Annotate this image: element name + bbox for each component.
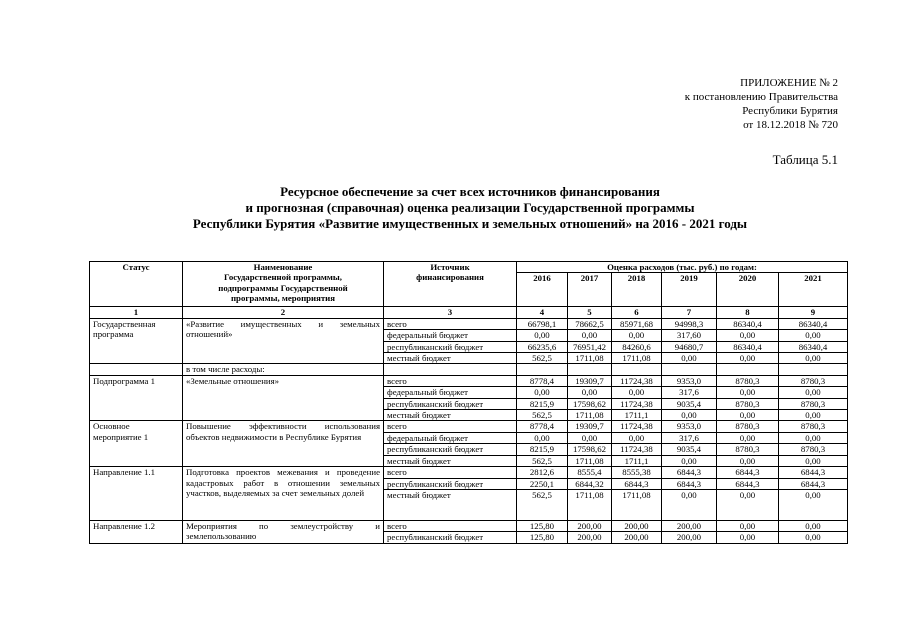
value-cell: 0,00 [717,410,779,421]
appendix-block [538,76,838,132]
appendix-line-3: Республики Бурятия [742,105,838,117]
value-cell: 0,00 [779,432,848,443]
source-cell: федеральный бюджет [384,330,517,341]
status-cell: Направление 1.1 [90,467,183,521]
column-index: 6 [612,307,662,318]
value-cell: 6844,3 [779,467,848,478]
value-cell: 66235,6 [517,341,568,352]
value-cell: 11724,38 [612,398,662,409]
value-cell: 2812,6 [517,467,568,478]
value-cell: 200,00 [662,532,717,543]
column-index: 2 [183,307,384,318]
value-cell: 125,80 [517,520,568,531]
column-index: 8 [717,307,779,318]
source-cell: республиканский бюджет [384,341,517,352]
value-cell: 76951,42 [568,341,612,352]
value-cell: 8780,3 [717,398,779,409]
value-cell: 84260,6 [612,341,662,352]
title-line-2: и прогнозная (справочная) оценка реализации Государственной программы [245,200,695,215]
header-year: 2018 [612,273,662,307]
value-cell: 6844,3 [612,478,662,489]
value-cell: 6844,3 [779,478,848,489]
empty-cell [717,364,779,375]
header-year: 2017 [568,273,612,307]
status-cell: Направление 1.2 [90,520,183,543]
program-name-cell: Мероприятия по землеустройству и землепользованию [183,520,384,543]
value-cell: 1711,08 [568,353,612,364]
value-cell: 9035,4 [662,444,717,455]
value-cell: 562,5 [517,489,568,520]
program-name-cell: «Земельные отношения» [183,375,384,421]
value-cell: 562,5 [517,410,568,421]
status-cell: Государственная программа [90,318,183,364]
value-cell: 0,00 [717,489,779,520]
appendix-line-4: от 18.12.2018 № 720 [743,119,838,131]
source-cell: всего [384,421,517,432]
header-status: Статус [90,262,183,307]
value-cell: 8780,3 [779,398,848,409]
value-cell: 86340,4 [717,318,779,329]
header-source-line-2: финансирования [416,272,484,283]
value-cell: 0,00 [662,353,717,364]
value-cell: 6844,32 [568,478,612,489]
empty-cell [517,364,568,375]
value-cell: 11724,38 [612,375,662,386]
value-cell: 317,6 [662,387,717,398]
value-cell: 0,00 [779,410,848,421]
source-cell: всего [384,520,517,531]
value-cell: 0,00 [779,520,848,531]
value-cell: 0,00 [779,455,848,466]
empty-cell [384,364,517,375]
value-cell: 0,00 [717,455,779,466]
table-row [90,318,848,329]
value-cell: 0,00 [779,330,848,341]
header-year: 2016 [517,273,568,307]
status-cell: Подпрограмма 1 [90,375,183,421]
value-cell: 86340,4 [779,318,848,329]
value-cell: 0,00 [779,387,848,398]
value-cell: 6844,3 [717,478,779,489]
table-row [90,421,848,432]
column-index: 4 [517,307,568,318]
column-index: 9 [779,307,848,318]
empty-cell [612,364,662,375]
value-cell: 6844,3 [717,467,779,478]
column-index-row [90,307,848,318]
source-cell: республиканский бюджет [384,398,517,409]
value-cell: 8555,38 [612,467,662,478]
value-cell: 0,00 [662,410,717,421]
document-title [90,184,850,232]
header-source [384,262,517,307]
value-cell: 200,00 [568,520,612,531]
value-cell: 0,00 [612,387,662,398]
value-cell: 0,00 [779,532,848,543]
subheading-cell: в том числе расходы: [183,364,384,375]
value-cell: 66798,1 [517,318,568,329]
value-cell: 19309,7 [568,421,612,432]
value-cell: 9035,4 [662,398,717,409]
value-cell: 1711,08 [568,489,612,520]
program-name-cell: «Развитие имущественных и земельных отношений» [183,318,384,364]
value-cell: 0,00 [717,353,779,364]
value-cell: 1711,08 [612,489,662,520]
header-row-1 [90,262,848,273]
value-cell: 0,00 [717,520,779,531]
source-cell: всего [384,467,517,478]
value-cell: 94998,3 [662,318,717,329]
value-cell: 0,00 [662,489,717,520]
value-cell: 17598,62 [568,398,612,409]
empty-cell [662,364,717,375]
value-cell: 8778,4 [517,421,568,432]
empty-cell [90,364,183,375]
appendix-line-1: ПРИЛОЖЕНИЕ № 2 [740,77,838,89]
source-cell: всего [384,318,517,329]
table-label: Таблица 5.1 [772,152,838,167]
value-cell: 9353,0 [662,421,717,432]
value-cell: 8778,4 [517,375,568,386]
column-index: 7 [662,307,717,318]
value-cell: 19309,7 [568,375,612,386]
header-source-line-1: Источник [430,262,470,272]
value-cell: 0,00 [717,432,779,443]
value-cell: 0,00 [717,532,779,543]
value-cell: 6844,3 [662,478,717,489]
header-name-line-3: подпрограммы Государственной [218,282,348,293]
header-name-line-4: программы, мероприятия [230,293,336,304]
table-row [90,467,848,478]
header-name-line-1: Наименование [253,262,313,272]
appendix-line-2: к постановлению Правительства [684,91,838,103]
value-cell: 86340,4 [779,341,848,352]
value-cell: 0,00 [517,330,568,341]
title-line-3: Республики Бурятия «Развитие имущественных и земельных отношений» на 2016 - 2021 годы [192,216,748,231]
value-cell: 1711,08 [612,353,662,364]
program-name-cell: Подготовка проектов межевания и проведение кадастровых работ в отношении земельных участков, выделяемых за счет земельных долей [183,467,384,521]
source-cell: республиканский бюджет [384,532,517,543]
header-year: 2020 [717,273,779,307]
value-cell: 1711,1 [612,455,662,466]
value-cell: 8780,3 [779,444,848,455]
status-cell: Основное мероприятие 1 [90,421,183,467]
value-cell: 11724,38 [612,421,662,432]
empty-cell [779,364,848,375]
header-name-line-2: Государственной программы, [224,272,342,283]
column-index: 1 [90,307,183,318]
title-line-1: Ресурсное обеспечение за счет всех источников финансирования [280,184,660,199]
value-cell: 1711,08 [568,455,612,466]
table-row-subheading [90,364,848,375]
value-cell: 0,00 [568,330,612,341]
empty-cell [568,364,612,375]
source-cell: федеральный бюджет [384,432,517,443]
table-row [90,375,848,386]
value-cell: 200,00 [612,532,662,543]
header-year: 2019 [662,273,717,307]
value-cell: 0,00 [568,432,612,443]
value-cell: 0,00 [517,387,568,398]
value-cell: 562,5 [517,353,568,364]
source-cell: местный бюджет [384,353,517,364]
value-cell: 317,6 [662,432,717,443]
source-cell: местный бюджет [384,489,517,520]
value-cell: 0,00 [568,387,612,398]
value-cell: 11724,38 [612,444,662,455]
value-cell: 2250,1 [517,478,568,489]
value-cell: 0,00 [612,330,662,341]
value-cell: 86340,4 [717,341,779,352]
program-name-cell: Повышение эффективности использования объектов недвижимости в Республике Бурятия [183,421,384,467]
value-cell: 8780,3 [717,444,779,455]
value-cell: 0,00 [717,330,779,341]
value-cell: 200,00 [568,532,612,543]
column-index: 5 [568,307,612,318]
table-row [90,520,848,531]
value-cell: 94680,7 [662,341,717,352]
value-cell: 8555,4 [568,467,612,478]
value-cell: 200,00 [662,520,717,531]
value-cell: 8780,3 [779,375,848,386]
source-cell: федеральный бюджет [384,387,517,398]
source-cell: местный бюджет [384,455,517,466]
value-cell: 17598,62 [568,444,612,455]
financing-table [89,261,848,544]
value-cell: 6844,3 [662,467,717,478]
value-cell: 317,60 [662,330,717,341]
value-cell: 562,5 [517,455,568,466]
value-cell: 125,80 [517,532,568,543]
source-cell: республиканский бюджет [384,478,517,489]
value-cell: 78662,5 [568,318,612,329]
header-estimate: Оценка расходов (тыс. руб.) по годам: [517,262,848,273]
column-index: 3 [384,307,517,318]
value-cell: 8780,3 [779,421,848,432]
value-cell: 0,00 [779,489,848,520]
value-cell: 0,00 [612,432,662,443]
value-cell: 8780,3 [717,421,779,432]
value-cell: 9353,0 [662,375,717,386]
value-cell: 0,00 [662,455,717,466]
value-cell: 200,00 [612,520,662,531]
source-cell: местный бюджет [384,410,517,421]
header-year: 2021 [779,273,848,307]
value-cell: 85971,68 [612,318,662,329]
value-cell: 8215,9 [517,398,568,409]
source-cell: всего [384,375,517,386]
value-cell: 1711,08 [568,410,612,421]
header-name [183,262,384,307]
value-cell: 0,00 [717,387,779,398]
value-cell: 0,00 [517,432,568,443]
value-cell: 1711,1 [612,410,662,421]
value-cell: 8215,9 [517,444,568,455]
value-cell: 0,00 [779,353,848,364]
value-cell: 8780,3 [717,375,779,386]
source-cell: республиканский бюджет [384,444,517,455]
